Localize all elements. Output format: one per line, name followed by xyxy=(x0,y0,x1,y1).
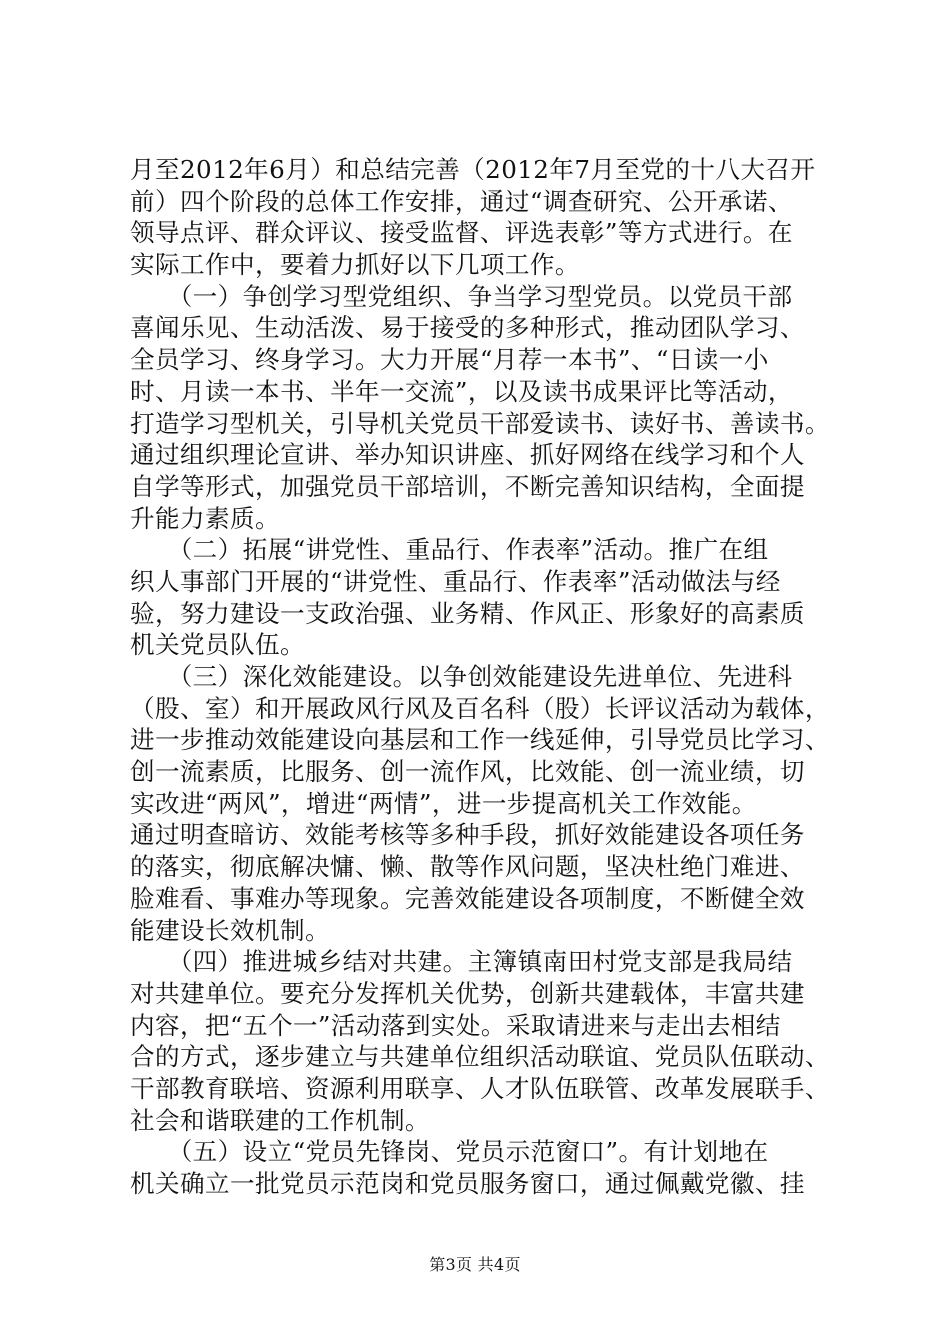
text-line: 通过组织理论宣讲、举办知识讲座、抓好网络在线学习和个人 xyxy=(130,440,805,470)
text-line: 对共建单位。要充分发挥机关优势，创新共建载体，丰富共建 xyxy=(130,978,805,1008)
text-line: 机关确立一批党员示范岗和党员服务窗口，通过佩戴党徽、挂 xyxy=(130,1169,805,1198)
text-line: 升能力素质。 xyxy=(130,503,280,533)
text-line: 喜闻乐见、生动活泼、易于接受的多种形式，推动团队学习、 xyxy=(130,313,805,343)
text-line: （一）争创学习型党组织、争当学习型党员。以党员干部 xyxy=(130,281,793,311)
text-line: 月至2012年6月）和总结完善（2012年7月至党的十八大召开 xyxy=(130,155,816,184)
text-line: （三）深化效能建设。以争创效能建设先进单位、先进科 xyxy=(130,662,793,691)
text-line: 创一流素质，比服务、创一流作风，比效能、创一流业绩，切 xyxy=(130,757,805,787)
text-line: 通过明查暗访、效能考核等多种手段，抓好效能建设各项任务 xyxy=(130,820,805,850)
page-footer: 第3页 共4页 xyxy=(429,1255,521,1274)
text-line: 全员学习、终身学习。大力开展“月荐一本书”、“日读一小 xyxy=(130,345,769,375)
text-line: （四）推进城乡结对共建。主簿镇南田村党支部是我局结 xyxy=(130,947,793,977)
text-line: 前）四个阶段的总体工作安排，通过“调查研究、公开承诺、 xyxy=(130,186,793,216)
text-line: 织人事部门开展的“讲党性、重品行、作表率”活动做法与经 xyxy=(130,566,781,596)
text-line: 脸难看、事难办等现象。完善效能建设各项制度，不断健全效 xyxy=(130,883,805,913)
text-line: 的落实，彻底解决慵、懒、散等作风问题，坚决杜绝门难进、 xyxy=(130,852,805,882)
document-body xyxy=(130,154,830,1200)
text-line: 打造学习型机关，引导机关党员干部爱读书、读好书、善读书。 xyxy=(130,408,830,438)
text-line: 社会和谐联建的工作机制。 xyxy=(130,1105,430,1135)
text-line: 领导点评、群众评议、接受监督、评选表彰”等方式进行。在 xyxy=(130,218,793,248)
text-line: 验，努力建设一支政治强、业务精、作风正、形象好的高素质 xyxy=(130,598,805,628)
text-line: 能建设长效机制。 xyxy=(130,915,330,945)
text-line: 内容，把“五个一”活动落到实处。采取请进来与走出去相结 xyxy=(130,1010,781,1040)
text-line: （股、室）和开展政风行风及百名科（股）长评议活动为载体， xyxy=(130,693,830,723)
text-line: 干部教育联培、资源利用联享、人才队伍联管、改革发展联手、 xyxy=(130,1073,830,1103)
text-line: 实改进“两风”，增进“两情”，进一步提高机关工作效能。 xyxy=(130,788,757,818)
text-line: 合的方式，逐步建立与共建单位组织活动联谊、党员队伍联动、 xyxy=(130,1042,830,1072)
text-line: 实际工作中，要着力抓好以下几项工作。 xyxy=(130,250,580,280)
text-line: 时、月读一本书、半年一交流”，以及读书成果评比等活动， xyxy=(130,376,793,406)
text-line: 自学等形式，加强党员干部培训，不断完善知识结构，全面提 xyxy=(130,471,805,501)
text-line: 进一步推动效能建设向基层和工作一线延伸，引导党员比学习、 xyxy=(130,725,830,755)
text-line: （二）拓展“讲党性、重品行、作表率”活动。推广在组 xyxy=(130,535,769,565)
text-line: 机关党员队伍。 xyxy=(130,630,305,660)
text-line: （五）设立“党员先锋岗、党员示范窗口”。有计划地在 xyxy=(130,1137,769,1167)
